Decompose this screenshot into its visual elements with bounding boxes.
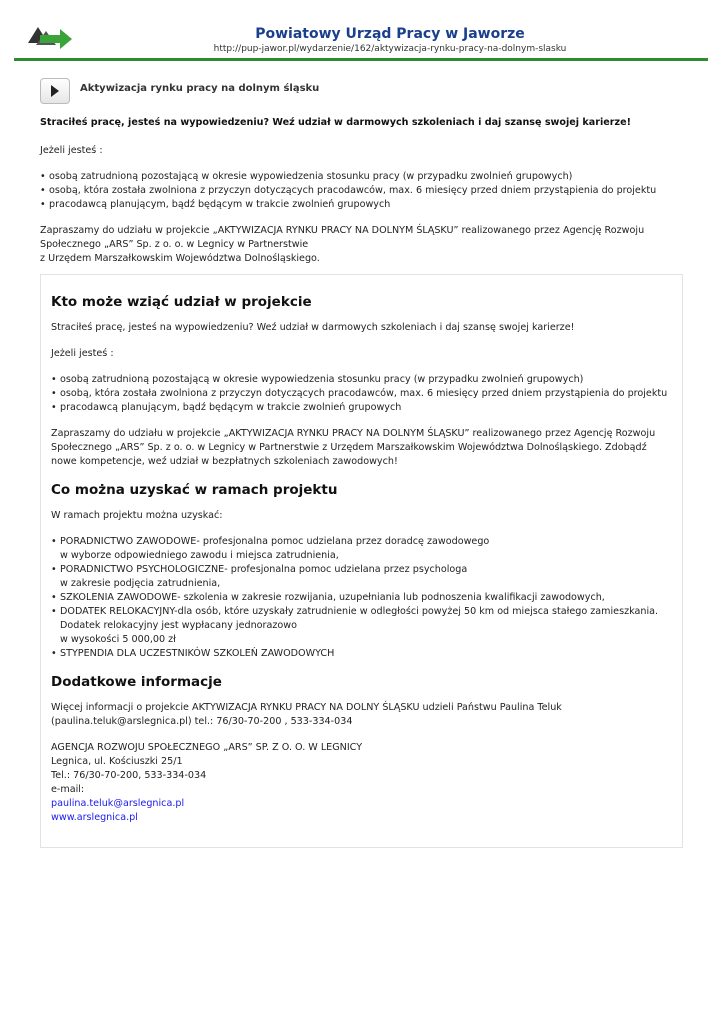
if-you-are-text: Jeżeli jesteś : — [40, 145, 103, 156]
list-item: • pracodawcą planującym, bądź będącym w trakcie zwolnień grupowych — [40, 198, 680, 212]
page-url: http://pup-jawor.pl/wydarzenie/162/aktywizacja-rynku-pracy-na-dolnym-slasku — [213, 44, 567, 54]
site-title[interactable]: Powiatowy Urząd Pracy w Jaworze — [255, 26, 525, 42]
item-line: w wysokości 5 000,00 zł — [60, 634, 176, 645]
invite-line: Społecznego „ARS” Sp. z o. o. w Legnicy w Partnerstwie — [40, 239, 309, 250]
project-details-box — [40, 274, 683, 848]
contact-address: Legnica, ul. Kościuszki 25/1 — [51, 756, 183, 767]
lead-text: Straciłeś pracę, jesteś na wypowiedzeniu? Weź udział w darmowych szkoleniach i daj szansę swojej karierze! — [40, 117, 632, 128]
eligibility-list — [51, 373, 672, 415]
list-item — [51, 535, 672, 563]
list-item: • osobą, która została zwolniona z przyczyn dotyczących pracodawców, max. 6 miesięcy przed dniem przystąpienia do projektu — [51, 387, 672, 401]
contact-block — [51, 741, 672, 825]
article-heading-bar — [40, 78, 680, 104]
article-title: Aktywizacja rynku pracy na dolnym śląsku — [80, 83, 320, 94]
invite-paragraph — [40, 224, 680, 266]
if-you-are-text: Jeżeli jesteś : — [51, 348, 114, 359]
contact-info-paragraph: Więcej informacji o projekcie AKTYWIZACJA RYNKU PRACY NA DOLNY ŚLĄSKU udzieli Państwu Paulina Teluk (paulina.teluk@arslegnica.pl) tel.: 76/30-70-200 , 533-334-034 — [51, 702, 562, 727]
arrow-logo-icon[interactable] — [26, 25, 74, 53]
play-button[interactable] — [40, 78, 70, 104]
list-item: • pracodawcą planującym, bądź będącym w trakcie zwolnień grupowych — [51, 401, 672, 415]
item-line: • STYPENDIA DLA UCZESTNIKÓW SZKOLEŃ ZAWODOWYCH — [60, 648, 335, 659]
list-item: • osobą zatrudnioną pozostającą w okresie wypowiedzenia stosunku pracy (w przypadku zwolnień grupowych) — [40, 170, 680, 184]
list-item — [51, 647, 672, 661]
list-item — [51, 605, 672, 647]
header-divider — [14, 58, 708, 61]
list-item — [51, 563, 672, 591]
contact-www-line — [51, 811, 672, 825]
invite-line: z Urzędem Marszałkowskim Województwa Dolnośląskiego. — [40, 253, 320, 264]
play-icon — [50, 85, 60, 97]
section-lead: Straciłeś pracę, jesteś na wypowiedzeniu? Weź udział w darmowych szkoleniach i daj szansę swojej karierze! — [51, 322, 575, 333]
benefits-list — [51, 535, 672, 661]
item-line: • PORADNICTWO ZAWODOWE- profesjonalna pomoc udzielana przez doradcę zawodowego — [60, 536, 490, 547]
section-title-who: Kto może wziąć udział w projekcie — [51, 294, 312, 310]
website-link[interactable]: www.arslegnica.pl — [51, 812, 138, 823]
item-line: • PORADNICTWO PSYCHOLOGICZNE- profesjonalna pomoc udzielana przez psychologa — [60, 564, 468, 575]
list-item: • osobą zatrudnioną pozostającą w okresie wypowiedzenia stosunku pracy (w przypadku zwolnień grupowych) — [51, 373, 672, 387]
list-item — [51, 591, 672, 605]
section-title-benefits: Co można uzyskać w ramach projektu — [51, 482, 338, 498]
item-line: • SZKOLENIA ZAWODOWE- szkolenia w zakresie rozwijania, uzupełniania lub podnoszenia kwalifikacji zawodowych, — [60, 592, 605, 603]
email-label: e-mail: — [51, 784, 85, 795]
item-line: Dodatek relokacyjny jest wypłacany jednorazowo — [60, 620, 297, 631]
site-header — [0, 0, 725, 64]
invite-paragraph: Zapraszamy do udziału w projekcie „AKTYWIZACJA RYNKU PRACY NA DOLNYM ŚLĄSKU” realizowanego przez Agencję Rozwoju Społecznego „ARS” Sp. z o. o. w Legnicy w Partnerstwie z Urzędem Marszałkowskim Województwa Dolnośląskiego. Zdobądź nowe kompetencje, weź udział w bezpłatnych szkoleniach zawodowych! — [51, 428, 656, 467]
list-item: • osobą, która została zwolniona z przyczyn dotyczących pracodawców, max. 6 miesięcy przed dniem przystąpienia do projektu — [40, 184, 680, 198]
section-title-additional-info: Dodatkowe informacje — [51, 674, 222, 690]
contact-email-line — [51, 783, 672, 811]
invite-line: Zapraszamy do udziału w projekcie „AKTYWIZACJA RYNKU PRACY NA DOLNYM ŚLĄSKU” realizowanego przez Agencję Rozwoju — [40, 225, 645, 236]
benefits-intro: W ramach projektu można uzyskać: — [51, 510, 223, 521]
item-line: w wyborze odpowiedniego zawodu i miejsca zatrudnienia, — [60, 550, 339, 561]
contact-phone: Tel.: 76/30-70-200, 533-334-034 — [51, 770, 207, 781]
item-line: w zakresie podjęcia zatrudnienia, — [60, 578, 221, 589]
item-line: • DODATEK RELOKACYJNY-dla osób, które uzyskały zatrudnienie w odległości powyżej 50 km od miejsca stałego zamieszkania. — [60, 606, 659, 617]
article-intro — [40, 116, 680, 278]
eligibility-list — [40, 170, 680, 212]
contact-org: AGENCJA ROZWOJU SPOŁECZNEGO „ARS” SP. Z O. O. W LEGNICY — [51, 742, 363, 753]
email-link[interactable]: paulina.teluk@arslegnica.pl — [51, 798, 185, 809]
